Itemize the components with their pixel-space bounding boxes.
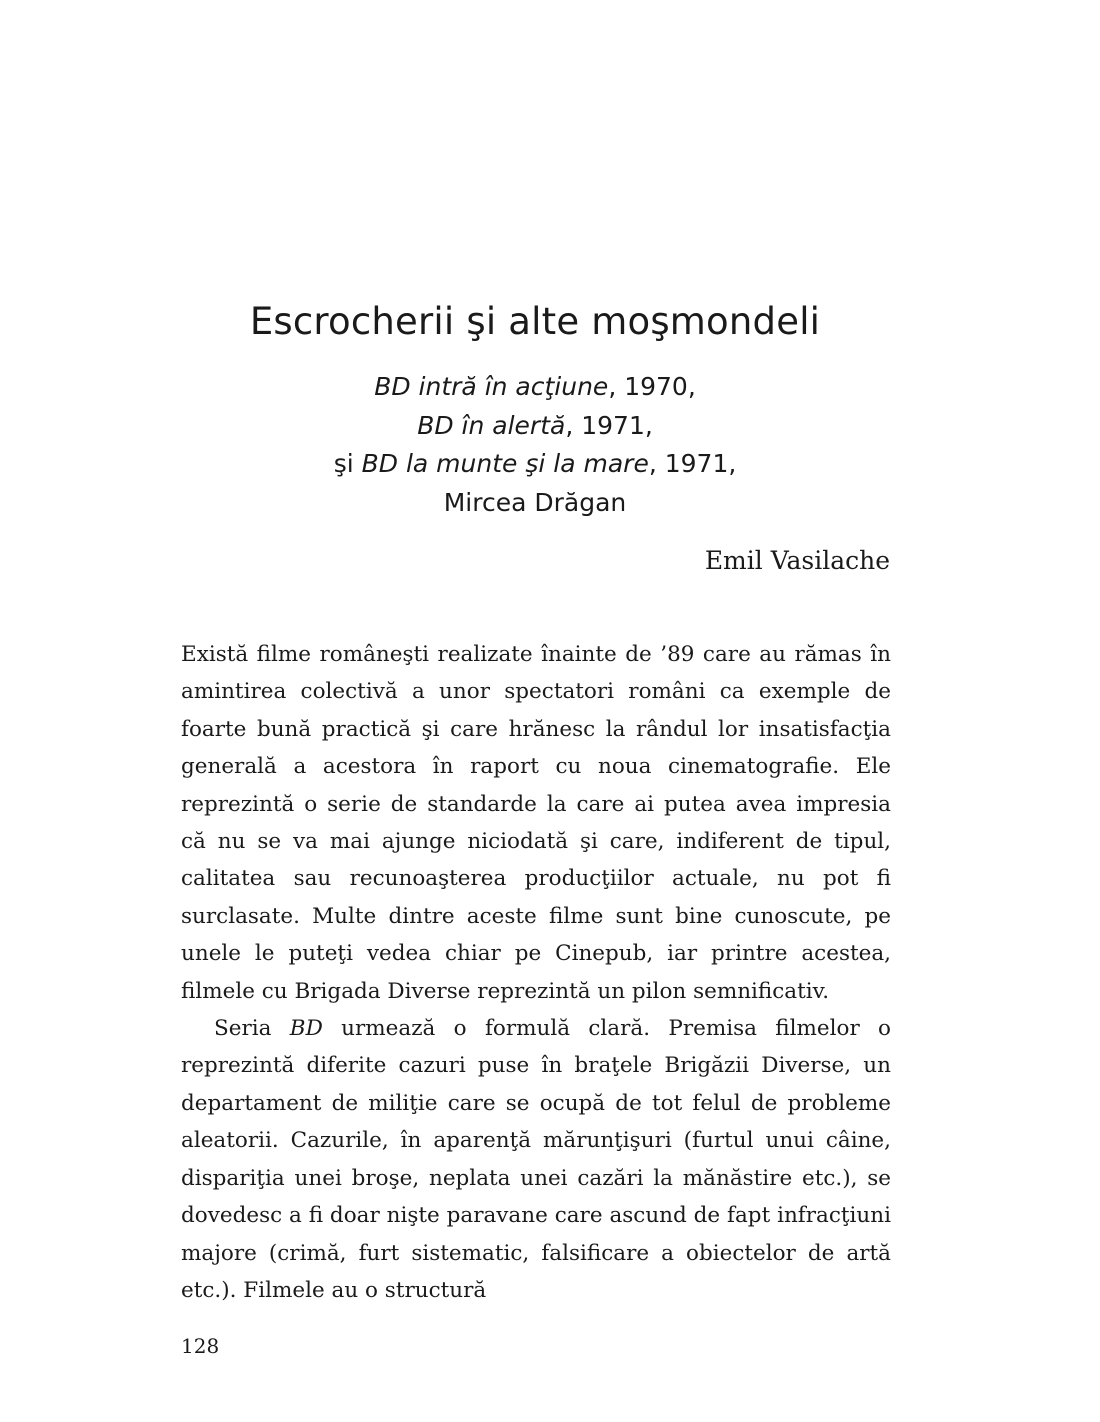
article-author: Emil Vasilache — [704, 546, 890, 575]
article-body — [181, 636, 891, 1309]
film-year-1: , 1970, — [608, 372, 696, 401]
paragraph-2 — [181, 1010, 891, 1309]
film-prefix-3: şi — [333, 449, 362, 478]
film-line-1 — [0, 368, 1070, 407]
paragraph-2-italic: BD — [289, 1016, 323, 1042]
film-line-2 — [0, 407, 1070, 446]
film-title-1: BD intră în acţiune — [374, 372, 609, 401]
page-number: 128 — [181, 1334, 220, 1358]
film-director: Mircea Drăgan — [443, 487, 627, 517]
film-line-3 — [0, 445, 1070, 484]
film-title-3: BD la munte şi la mare — [361, 449, 649, 478]
paragraph-2-rest: urmează o formulă clară. Premisa filmelor o reprezintă diferite cazuri puse în braţele Brigăzii Diverse, un departament de miliţie care se ocupă de tot felul de probleme aleatorii. Cazurile, în aparenţă mărunţişuri (furtul unui câine, dispariţia unei broşe, neplata unei cazări la mănăstire etc.), se dovedesc a fi doar nişte paravane care ascund de fapt infracţiuni majore (crimă, furt sistematic, falsificare a obiectelor de artă etc.). Filmele au o structură — [181, 1016, 891, 1303]
film-year-2: , 1971, — [565, 410, 653, 440]
film-year-3: , 1971, — [648, 449, 737, 478]
film-title-2: BD în alertă — [417, 410, 566, 440]
film-list — [0, 368, 1070, 522]
paragraph-1: Există filme româneşti realizate înainte de ’89 care au rămas în amintirea colectivă a unor spectatori români ca exemple de foarte bună practică şi care hrănesc la rândul lor insatisfacţia generală a acestora în raport cu noua cinematografie. Ele reprezintă o serie de standarde la care ai putea avea impresia că nu se va mai ajunge niciodată şi care, indiferent de tipul, calitatea sau recunoaşterea producţiilor actuale, nu pot fi surclasate. Multe dintre aceste filme sunt bine cunoscute, pe unele le puteţi vedea chiar pe Cinepub, iar printre acestea, filmele cu Brigada Diverse reprezintă un pilon semnificativ. — [181, 642, 891, 1004]
article-title: Escrocherii şi alte moşmondeli — [249, 300, 821, 343]
paragraph-2-start: Seria — [214, 1016, 290, 1042]
